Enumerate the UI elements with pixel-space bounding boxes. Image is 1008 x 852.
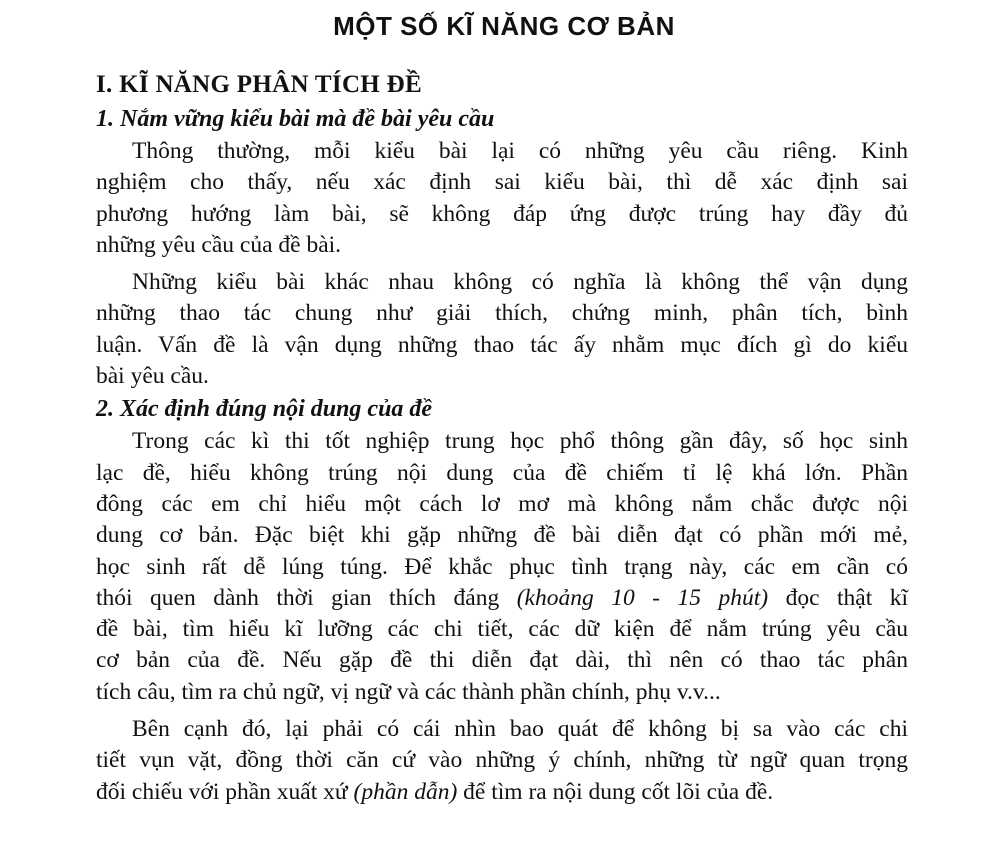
text-line: Bên cạnh đó, lại phải có cái nhìn bao quát để không bị sa vào các chi xyxy=(132,716,908,743)
text-line: bài yêu cầu. xyxy=(96,363,209,390)
text-span: để tìm ra nội dung cốt lõi của đề. xyxy=(457,778,774,805)
italic-note: (phần dẫn) xyxy=(353,778,458,805)
paragraph-1-1 xyxy=(96,136,908,261)
section-heading: I. KĨ NĂNG PHÂN TÍCH ĐỀ xyxy=(96,71,422,98)
text-line: nghiệm cho thấy, nếu xác định sai kiểu bài, thì dễ xác định sai xyxy=(96,169,908,196)
text-span: thói quen dành thời gian thích đáng xyxy=(96,584,517,611)
text-line: Những kiểu bài khác nhau không có nghĩa là không thể vận dụng xyxy=(132,269,908,296)
text-line-with-italic xyxy=(96,777,908,808)
text-line: tích câu, tìm ra chủ ngữ, vị ngữ và các thành phần chính, phụ v.v... xyxy=(96,678,721,705)
text-line: cơ bản của đề. Nếu gặp đề thi diễn đạt dài, thì nên có thao tác phân xyxy=(96,647,908,674)
text-line: dung cơ bản. Đặc biệt khi gặp những đề bài diễn đạt có phần mới mẻ, xyxy=(96,522,908,549)
italic-note: (khoảng 10 - 15 phút) xyxy=(516,584,769,611)
subsection-heading-2: 2. Xác định đúng nội dung của đề xyxy=(96,396,433,423)
paragraph-2-2 xyxy=(96,714,908,808)
subsection-heading-1: 1. Nắm vững kiểu bài mà đề bài yêu cầu xyxy=(96,106,495,132)
text-line-with-italic xyxy=(96,583,908,614)
paragraph-1-2 xyxy=(96,267,908,392)
text-line: những yêu cầu của đề bài. xyxy=(96,231,342,258)
text-line: Trong các kì thi tốt nghiệp trung học phổ thông gần đây, số học sinh xyxy=(132,428,908,455)
text-line: tiết vụn vặt, đồng thời căn cứ vào những ý chính, những từ ngữ quan trọng xyxy=(96,747,908,774)
document-page xyxy=(96,0,908,808)
text-line: luận. Vấn đề là vận dụng những thao tác ấy nhằm mục đích gì do kiểu xyxy=(96,331,908,358)
text-line: những thao tác chung như giải thích, chứng minh, phân tích, bình xyxy=(96,300,908,327)
text-span: đọc thật kĩ xyxy=(768,584,909,611)
text-line: đông các em chỉ hiểu một cách lơ mơ mà không nắm chắc được nội xyxy=(96,490,908,517)
text-line: phương hướng làm bài, sẽ không đáp ứng được trúng hay đầy đủ xyxy=(96,200,908,227)
text-line: Thông thường, mỗi kiểu bài lại có những yêu cầu riêng. Kinh xyxy=(132,138,908,164)
text-span: đối chiếu với phần xuất xứ xyxy=(96,778,354,805)
paragraph-2-1 xyxy=(96,426,908,708)
text-line: lạc đề, hiểu không trúng nội dung của đề chiếm tỉ lệ khá lớn. Phần xyxy=(96,459,908,486)
text-line: học sinh rất dễ lúng túng. Để khắc phục tình trạng này, các em cần có xyxy=(96,553,908,580)
text-line: đề bài, tìm hiểu kĩ lưỡng các chi tiết, các dữ kiện để nắm trúng yêu cầu xyxy=(96,616,908,643)
page-title: MỘT SỐ KĨ NĂNG CƠ BẢN xyxy=(333,11,675,41)
